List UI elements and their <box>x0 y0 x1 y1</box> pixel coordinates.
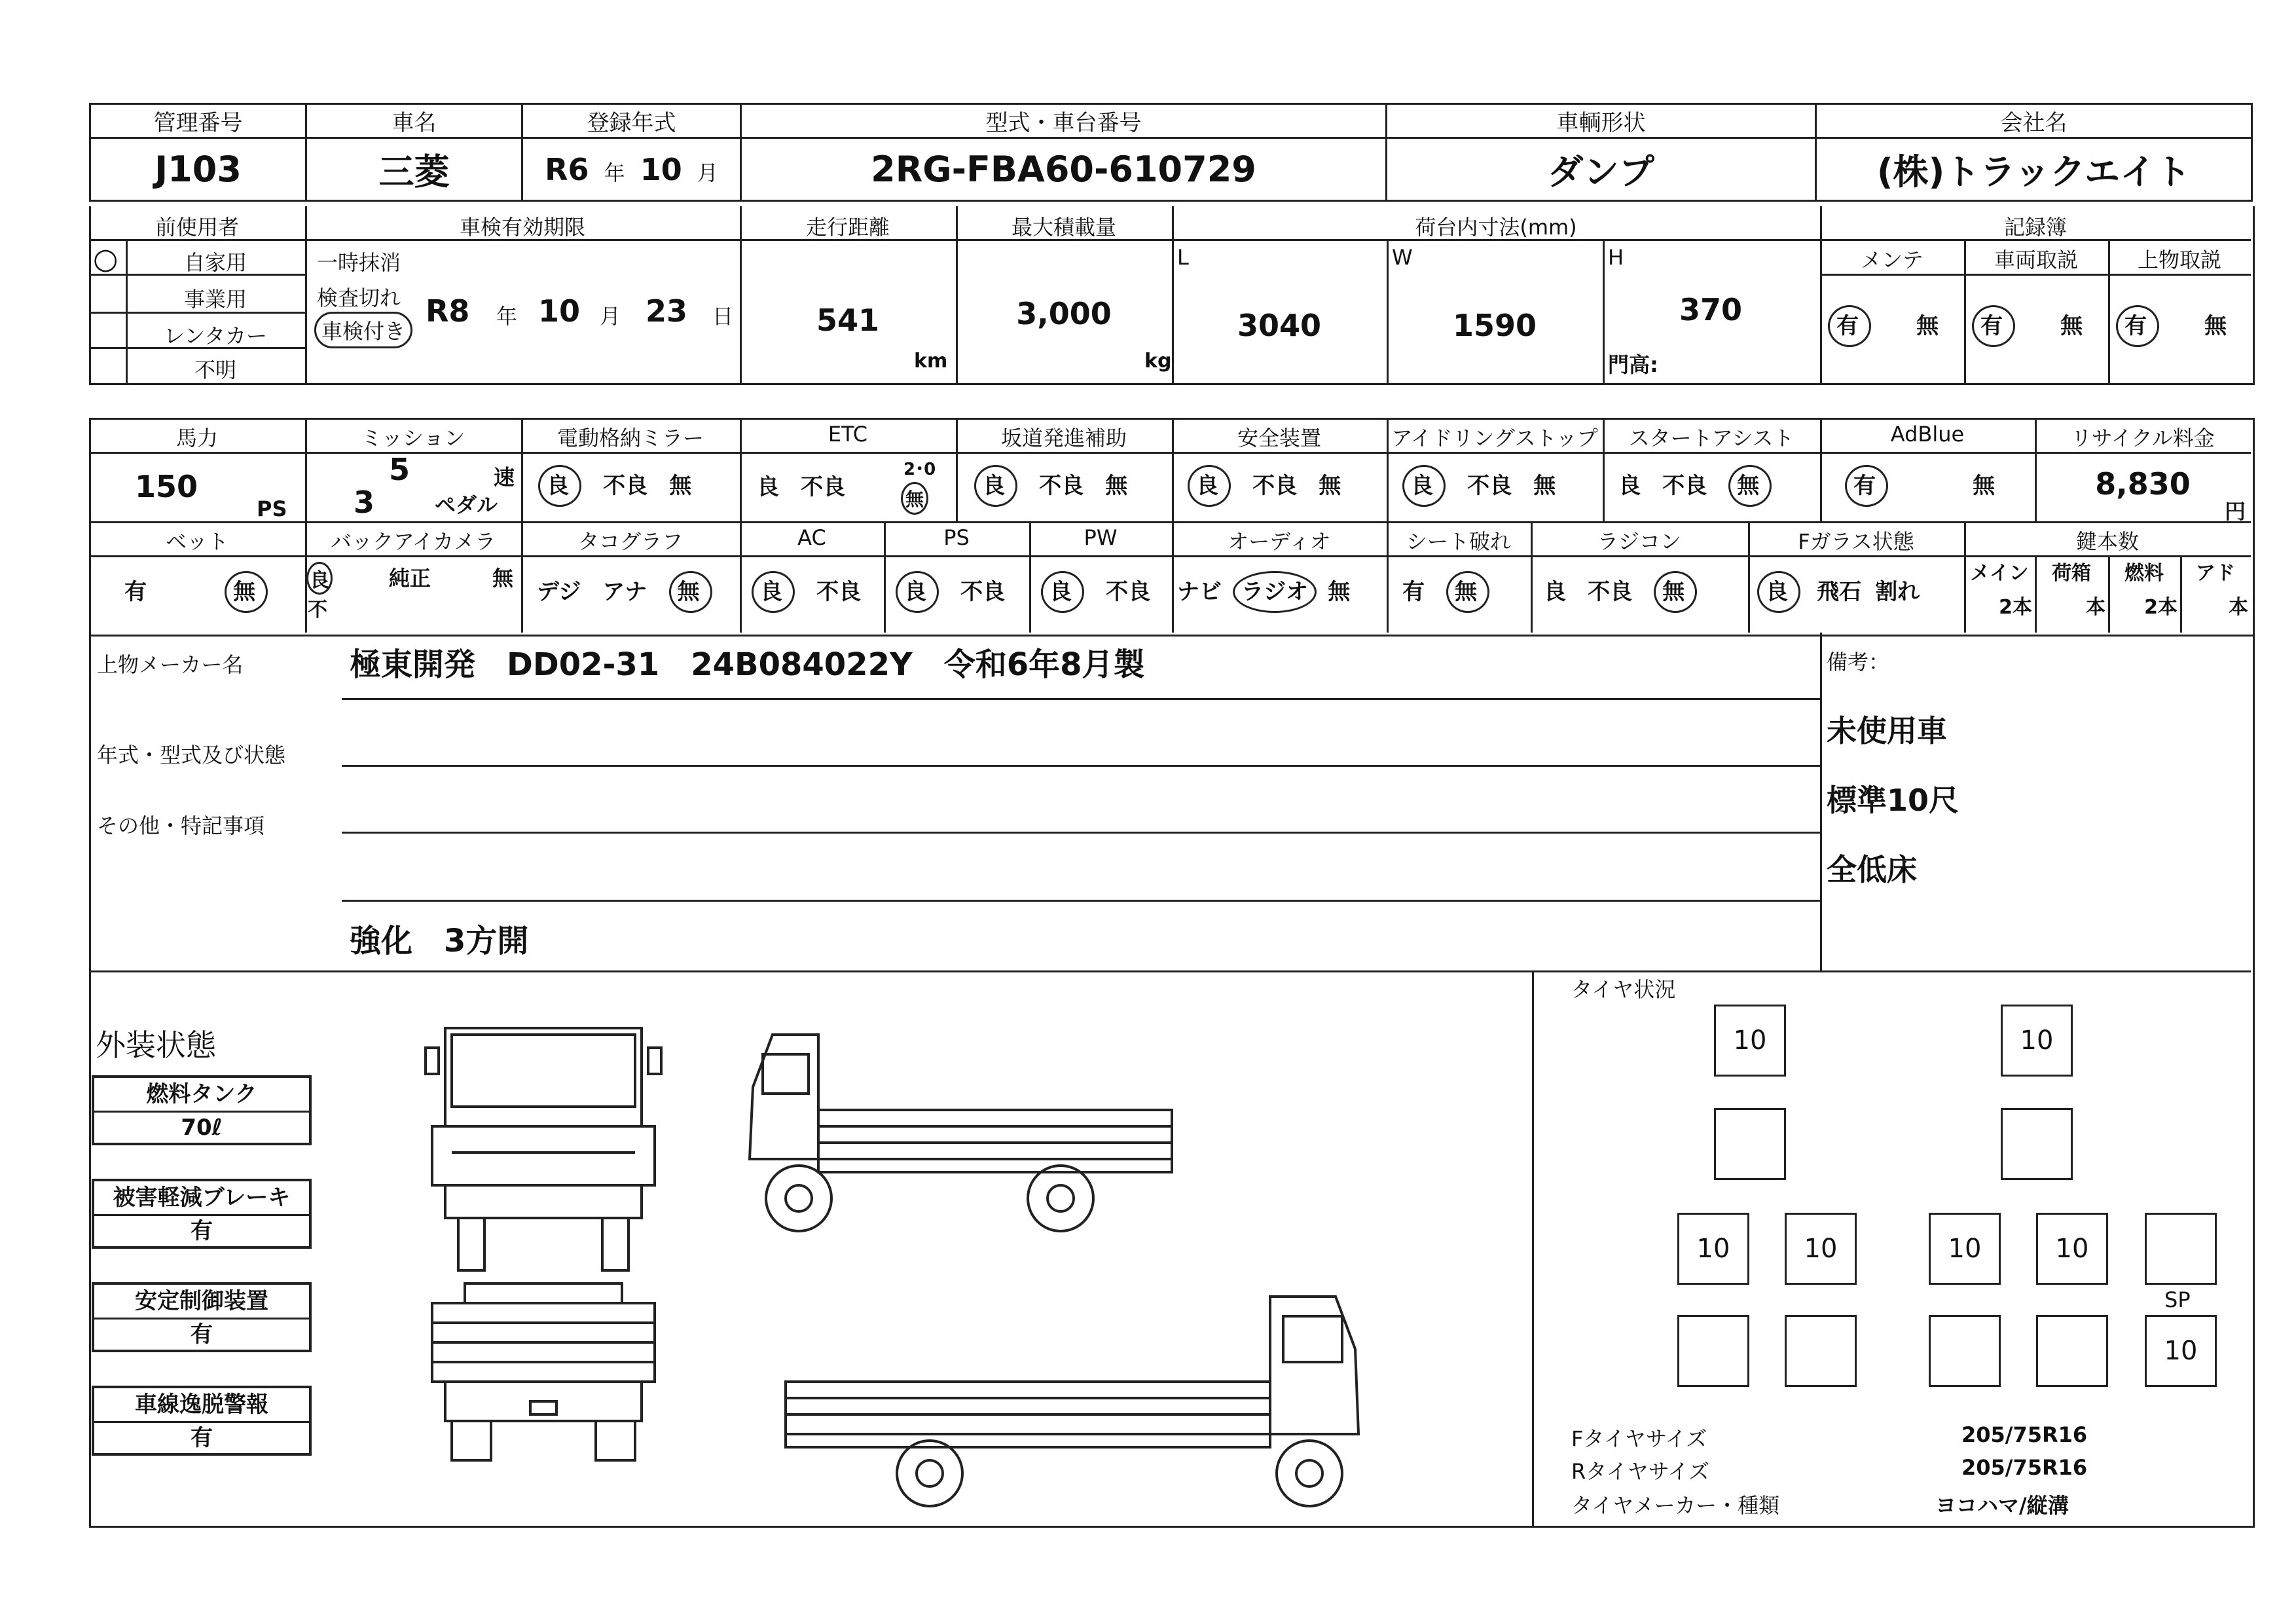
tire-title: タイヤ状況 <box>1571 977 1676 1002</box>
record-vehicle-manual-no: 無 <box>2060 313 2083 339</box>
collision-brake-box <box>92 1179 312 1249</box>
tire-rear-left-inner: 10 <box>1785 1213 1857 1285</box>
dim-l-label: L <box>1177 245 1189 270</box>
vehicle-header-table <box>89 103 2253 202</box>
seat-no: 無 <box>1446 571 1489 613</box>
inspection-day: 23 <box>646 293 688 329</box>
mileage-unit: km <box>914 350 948 373</box>
fuel-tank-label: 燃料タンク <box>94 1078 309 1113</box>
remark-low-floor: 全低床 <box>1827 852 1917 887</box>
start-assist-options <box>1609 465 1781 507</box>
header-adblue: AdBlue <box>1890 422 1965 447</box>
key-box-label: 荷箱 <box>2052 562 2091 585</box>
record-vehicle-manual-yes: 有 <box>1972 305 2015 347</box>
header-hill-assist: 坂道発進補助 <box>1000 426 1127 451</box>
key-main-count: 2本 <box>1999 596 2032 619</box>
record-maint <box>1827 305 1964 347</box>
header-recycle: リサイクル料金 <box>2071 426 2215 451</box>
header-reg-year: 登録年式 <box>522 104 741 138</box>
pw-good: 良 <box>1041 571 1084 613</box>
inspection-temp-cancel: 一時抹消 <box>317 250 401 275</box>
collision-brake-value: 有 <box>191 1218 213 1244</box>
tire-maker: ヨコハマ/縦溝 <box>1935 1493 2069 1518</box>
tire-rear-right-outer: 10 <box>2036 1213 2108 1285</box>
camera-good: 良 <box>306 562 333 595</box>
mirror-bad: 不良 <box>603 473 648 499</box>
etc-bad: 不良 <box>801 474 846 500</box>
ac-options <box>742 571 870 613</box>
header-mission: ミッション <box>361 426 465 451</box>
glass-good: 良 <box>1757 571 1800 613</box>
mirror-options <box>529 465 701 507</box>
stability-control-box <box>92 1282 312 1352</box>
etc-good: 良 <box>757 474 779 500</box>
header-mileage: 走行距離 <box>805 215 890 240</box>
ps-good: 良 <box>896 571 939 613</box>
start-assist-none: 無 <box>1728 465 1772 507</box>
bed-yes: 有 <box>124 579 147 605</box>
reg-year <box>522 138 741 201</box>
seat-options <box>1393 571 1499 613</box>
record-body-manual-yes: 有 <box>2116 305 2159 347</box>
camera-bad: 不 <box>308 599 327 621</box>
label-other-notes: その他・特記事項 <box>97 813 265 838</box>
mission-speed-unit: 速 <box>494 465 515 490</box>
adblue-options <box>1836 465 2004 507</box>
max-load-unit: kg <box>1144 350 1172 373</box>
truck-diagram <box>406 1002 1453 1526</box>
glass-chip: 飛石 <box>1817 579 1862 605</box>
tire-rear-left-outer: 10 <box>1677 1213 1749 1285</box>
mileage-value: 541 <box>816 303 880 338</box>
prev-user-mark: ○ <box>93 242 118 276</box>
glass-crack: 割れ <box>1875 579 1920 605</box>
key-fuel-count: 2本 <box>2144 596 2178 619</box>
prev-user-business: 事業用 <box>183 287 247 312</box>
radicon-none: 無 <box>1654 571 1697 613</box>
r-tire-size: 205/75R16 <box>1961 1455 2088 1480</box>
mirror-none: 無 <box>669 473 692 499</box>
hill-good: 良 <box>974 465 1017 507</box>
remarks-label: 備考： <box>1827 650 1890 674</box>
idling-options <box>1393 465 1565 507</box>
truck-rear-view <box>432 1283 655 1460</box>
seat-yes: 有 <box>1402 579 1425 605</box>
start-assist-bad: 不良 <box>1662 473 1707 499</box>
hp-unit: PS <box>257 496 287 521</box>
header-keys: 鍵本数 <box>2075 529 2139 554</box>
header-maker: 車名 <box>306 104 522 138</box>
header-tachograph: タコグラフ <box>577 529 683 554</box>
prev-user-private: 自家用 <box>183 250 247 275</box>
key-box-count: 本 <box>2086 596 2105 619</box>
camera-genuine: 純正 <box>389 566 431 591</box>
reg-month: 10 <box>640 151 682 187</box>
ps-options <box>886 571 1014 613</box>
idling-good: 良 <box>1402 465 1446 507</box>
truck-front-view <box>426 1028 661 1270</box>
record-body-manual <box>2115 305 2251 347</box>
header-body-shape: 車輌形状 <box>1387 104 1816 138</box>
ac-bad: 不良 <box>816 579 862 605</box>
inspection-valid: 車検付き <box>314 312 412 348</box>
lane-departure-box <box>92 1386 312 1456</box>
header-model-no: 型式・車台番号 <box>741 104 1387 138</box>
record-vehicle-manual-header: 車両取説 <box>1994 248 2078 272</box>
mirror-good: 良 <box>538 465 581 507</box>
label-year-model: 年式・型式及び状態 <box>97 743 286 767</box>
gate-height-label: 門高: <box>1608 352 1658 377</box>
tacho-digital: デジ <box>537 579 581 605</box>
tire-rear2-right-outer <box>2036 1315 2108 1387</box>
tire-front-right-2 <box>2001 1108 2073 1180</box>
start-assist-good: 良 <box>1618 473 1641 499</box>
adblue-no: 無 <box>1973 473 1995 499</box>
remark-unused: 未使用車 <box>1827 713 1947 748</box>
camera-none: 無 <box>492 566 514 591</box>
mission-pedal-unit: ペダル <box>435 492 498 517</box>
header-etc: ETC <box>828 422 868 447</box>
recycle-value: 8,830 <box>2095 466 2191 502</box>
header-max-load: 最大積載量 <box>1011 215 1116 240</box>
etc-2-0: 2･0 <box>903 460 936 479</box>
fuel-tank-value: 70ℓ <box>181 1115 223 1141</box>
key-ad-label: アド <box>2196 562 2235 585</box>
radicon-options <box>1535 571 1706 613</box>
idling-none: 無 <box>1533 473 1556 499</box>
bed-no: 無 <box>225 571 268 613</box>
header-radicon: ラジコン <box>1597 529 1681 554</box>
body-shape: ダンプ <box>1387 138 1816 201</box>
reg-year-unit: 年 <box>604 160 625 185</box>
tire-spare: 10 <box>2145 1315 2217 1387</box>
inspection-month: 10 <box>538 293 581 329</box>
tire-rear-right-inner: 10 <box>1929 1213 2001 1285</box>
hill-bad: 不良 <box>1039 473 1084 499</box>
header-inspection: 車検有効期限 <box>459 215 585 240</box>
exterior-title: 外装状態 <box>96 1027 216 1063</box>
inspection-year-unit: 年 <box>496 304 518 329</box>
key-fuel-label: 燃料 <box>2124 562 2164 585</box>
tire-maker-label: タイヤメーカー・種類 <box>1571 1493 1780 1518</box>
header-camera: バックアイカメラ <box>330 529 496 554</box>
f-tire-size-label: Fタイヤサイズ <box>1571 1426 1707 1451</box>
safety-options <box>1178 465 1350 507</box>
ps-bad: 不良 <box>960 579 1006 605</box>
idling-bad: 不良 <box>1467 473 1512 499</box>
model-no: 2RG-FBA60-610729 <box>741 138 1387 201</box>
hill-none: 無 <box>1105 473 1128 499</box>
max-load-value: 3,000 <box>1016 296 1112 331</box>
inspection-expired: 検査切れ <box>317 286 401 310</box>
dim-h-label: H <box>1608 245 1624 270</box>
header-mirror: 電動格納ミラー <box>556 426 704 451</box>
safety-good: 良 <box>1188 465 1231 507</box>
truck-right-side-view <box>786 1297 1358 1506</box>
mgmt-no: J103 <box>90 138 306 201</box>
header-start-assist: スタートアシスト <box>1628 426 1795 451</box>
header-idling-stop: アイドリングストップ <box>1391 426 1598 451</box>
maker: 三菱 <box>306 138 522 201</box>
key-main-label: メイン <box>1970 562 2029 585</box>
etc-options <box>748 469 854 501</box>
note-body-maker: 極東開発 DD02-31 24B084022Y 令和6年8月製 <box>350 646 1145 683</box>
tire-front-right: 10 <box>2001 1005 2073 1077</box>
record-maint-no: 無 <box>1916 313 1939 339</box>
company: (株)トラックエイト <box>1816 138 2252 201</box>
glass-options <box>1751 571 1923 613</box>
header-safety: 安全装置 <box>1237 426 1321 451</box>
r-tire-size-label: Rタイヤサイズ <box>1571 1459 1710 1484</box>
remark-standard: 標準10尺 <box>1827 783 1959 818</box>
tire-front-left: 10 <box>1714 1005 1786 1077</box>
tire-rear2-left-outer <box>1677 1315 1749 1387</box>
header-hp: 馬力 <box>175 426 218 451</box>
reg-era: R6 <box>545 151 589 187</box>
dim-h-value: 370 <box>1679 292 1743 327</box>
pw-bad: 不良 <box>1106 579 1151 605</box>
hp-value: 150 <box>135 469 198 504</box>
bed-options <box>115 571 277 613</box>
audio-none: 無 <box>1328 579 1351 605</box>
fuel-tank-box <box>92 1075 312 1145</box>
spare-label: SP <box>2164 1287 2191 1312</box>
inspection-day-unit: 日 <box>712 304 734 329</box>
safety-none: 無 <box>1319 473 1341 499</box>
tacho-none: 無 <box>669 571 712 613</box>
recycle-unit: 円 <box>2225 499 2246 524</box>
tire-rear2-right-inner <box>1929 1315 2001 1387</box>
header-seat: シート破れ <box>1406 529 1511 554</box>
adblue-yes: 有 <box>1845 465 1888 507</box>
tacho-analog: アナ <box>602 579 647 605</box>
reg-month-unit: 月 <box>697 160 718 185</box>
lane-departure-label: 車線逸脱警報 <box>94 1388 309 1423</box>
header-company: 会社名 <box>1816 104 2252 138</box>
audio-navi: ナビ <box>1177 579 1222 605</box>
tire-front-left-2 <box>1714 1108 1786 1180</box>
safety-bad: 不良 <box>1252 473 1298 499</box>
header-ac: AC <box>797 525 826 550</box>
dim-l-value: 3040 <box>1237 308 1322 343</box>
header-pw: PW <box>1084 525 1118 550</box>
header-audio: オーディオ <box>1228 529 1331 554</box>
record-body-manual-no: 無 <box>2204 313 2227 339</box>
header-bed: ベット <box>165 529 228 554</box>
dim-w-label: W <box>1392 245 1413 270</box>
radicon-bad: 不良 <box>1588 579 1633 605</box>
header-bed-dims: 荷台内寸法(mm) <box>1415 215 1577 240</box>
lane-departure-value: 有 <box>191 1425 213 1451</box>
pw-options <box>1032 571 1159 613</box>
inspection-month-unit: 月 <box>600 304 621 329</box>
ac-good: 良 <box>752 571 795 613</box>
hill-assist-options <box>965 465 1137 507</box>
audio-options <box>1173 571 1354 613</box>
prev-user-unknown: 不明 <box>194 358 236 382</box>
record-maint-header: メンテ <box>1860 248 1923 272</box>
stability-control-label: 安定制御装置 <box>94 1285 309 1320</box>
collision-brake-label: 被害軽減ブレーキ <box>94 1181 309 1216</box>
header-prev-user: 前使用者 <box>155 215 239 240</box>
dim-w-value: 1590 <box>1452 308 1537 343</box>
note-reinforced: 強化 3方開 <box>350 923 529 959</box>
radicon-good: 良 <box>1544 579 1566 605</box>
header-mgmt-no: 管理番号 <box>90 104 306 138</box>
prev-user-rental: レンタカー <box>164 323 267 348</box>
audio-radio: ラジオ <box>1233 571 1317 613</box>
inspection-era: R8 <box>426 293 470 329</box>
mission-pedals: 3 <box>354 485 375 520</box>
header-ps: PS <box>943 525 970 550</box>
tire-extra-1 <box>2145 1213 2217 1285</box>
label-body-maker: 上物メーカー名 <box>97 652 244 677</box>
key-ad-count: 本 <box>2229 596 2248 619</box>
truck-left-side-view <box>750 1035 1172 1231</box>
record-body-manual-header: 上物取説 <box>2137 248 2221 272</box>
stability-control-value: 有 <box>191 1321 213 1348</box>
etc-none: 無 <box>901 482 928 515</box>
record-vehicle-manual <box>1971 305 2108 347</box>
tire-rear2-left-inner <box>1785 1315 1857 1387</box>
mission-speeds: 5 <box>389 452 410 487</box>
f-tire-size: 205/75R16 <box>1961 1422 2088 1447</box>
tachograph-options <box>528 571 721 613</box>
record-maint-yes: 有 <box>1828 305 1871 347</box>
header-glass: Fガラス状態 <box>1798 529 1914 554</box>
header-record: 記録簿 <box>2003 215 2067 240</box>
